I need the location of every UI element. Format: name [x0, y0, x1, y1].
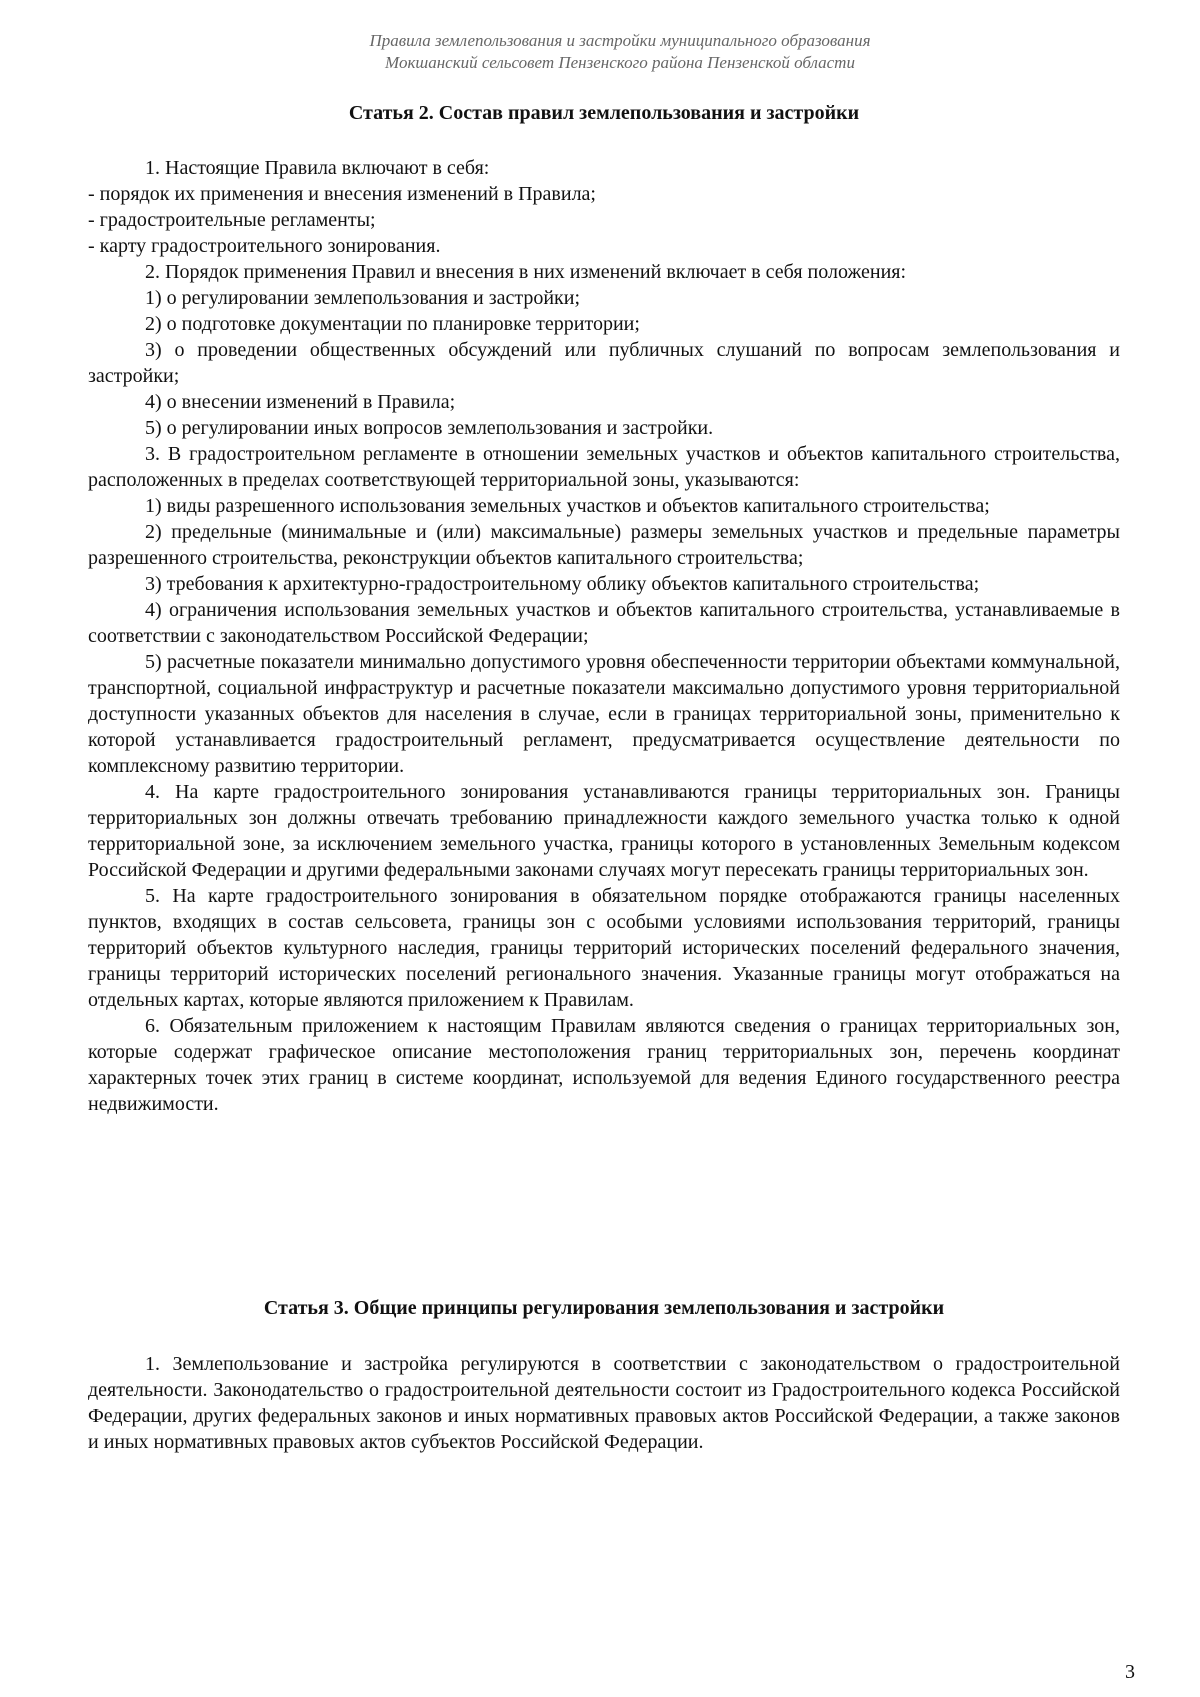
- list-item: - градостроительные регламенты;: [88, 209, 376, 231]
- list-item: 3) требования к архитектурно-градостроительному облику объектов капитального строительства;: [145, 573, 980, 595]
- paragraph: 1. Настоящие Правила включают в себя:: [145, 157, 490, 179]
- article-3-title: Статья 3. Общие принципы регулирования землепользования и застройки: [263, 1297, 945, 1319]
- paragraph: 4. На карте градостроительного зонирования устанавливаются границы территориальных зон. Границы территориальных зон должны отвечать требованию принадлежности каждого земельного участка только к одной территориальной зоне, за исключением земельного участка, границы которого в установленных Земельным кодексом Российской Федерации и другими федеральными законами случаях могут пересекать границы территориальных зон.: [88, 781, 1120, 881]
- list-item: 5) о регулировании иных вопросов землепользования и застройки.: [145, 417, 714, 439]
- list-item: 3) о проведении общественных обсуждений или публичных слушаний по вопросам землепользования и застройки;: [88, 339, 1120, 387]
- list-item: - порядок их применения и внесения изменений в Правила;: [88, 183, 596, 205]
- paragraph: 3. В градостроительном регламенте в отношении земельных участков и объектов капитального строительства, расположенных в пределах соответствующей территориальной зоны, указываются:: [88, 443, 1120, 491]
- list-item: 5) расчетные показатели минимально допустимого уровня обеспеченности территории объектами коммунальной, транспортной, социальной инфраструктур и расчетные показатели максимально допустимого уровня территориальной доступности указанных объектов для населения в случае, если в границах территориальной зоны, применительно к которой устанавливается градостроительный регламент, предусматривается осуществление деятельности по комплексному развитию территории.: [88, 651, 1120, 777]
- running-header-line-1: Правила землепользования и застройки муниципального образования: [369, 31, 871, 50]
- paragraph: 6. Обязательным приложением к настоящим Правилам являются сведения о границах территориальных зон, которые содержат графическое описание местоположения границ территориальных зон, перечень координат характерных точек этих границ в системе координат, используемой для ведения Единого государственного реестра недвижимости.: [88, 1015, 1120, 1115]
- article-2-title: Статья 2. Состав правил землепользования и застройки: [348, 102, 860, 124]
- paragraph: 1. Землепользование и застройка регулируются в соответствии с законодательством о градостроительной деятельности. Законодательство о градостроительной деятельности состоит из Градостроительного кодекса Российской Федерации, других федеральных законов и иных нормативных правовых актов Российской Федерации, а также законов и иных нормативных правовых актов субъектов Российской Федерации.: [88, 1353, 1120, 1453]
- list-item: 4) ограничения использования земельных участков и объектов капитального строительства, устанавливаемые в соответствии с законодательством Российской Федерации;: [88, 599, 1120, 647]
- article-3-body: [88, 1351, 1120, 1455]
- page-number: 3: [1125, 1661, 1135, 1683]
- list-item: 2) о подготовке документации по планировке территории;: [145, 313, 640, 335]
- running-header-line-2: Мокшанский сельсовет Пензенского района Пензенской области: [385, 53, 855, 72]
- running-header: [260, 30, 980, 74]
- paragraph: 5. На карте градостроительного зонирования в обязательном порядке отображаются границы населенных пунктов, входящих в состав сельсовета, границы зон с особыми условиями использования территорий, границы территорий объектов культурного наследия, границы территорий исторических поселений федерального значения, границы территорий исторических поселений регионального значения. Указанные границы могут отображаться на отдельных картах, которые являются приложением к Правилам.: [88, 885, 1120, 1011]
- list-item: 1) о регулировании землепользования и застройки;: [145, 287, 581, 309]
- list-item: - карту градостроительного зонирования.: [88, 235, 441, 257]
- article-2-body: [88, 155, 1120, 1117]
- list-item: 2) предельные (минимальные и (или) максимальные) размеры земельных участков и предельные параметры разрешенного строительства, реконструкции объектов капитального строительства;: [88, 521, 1120, 569]
- paragraph: 2. Порядок применения Правил и внесения в них изменений включает в себя положения:: [145, 261, 907, 283]
- list-item: 4) о внесении изменений в Правила;: [145, 391, 456, 413]
- list-item: 1) виды разрешенного использования земельных участков и объектов капитального строительства;: [145, 495, 990, 517]
